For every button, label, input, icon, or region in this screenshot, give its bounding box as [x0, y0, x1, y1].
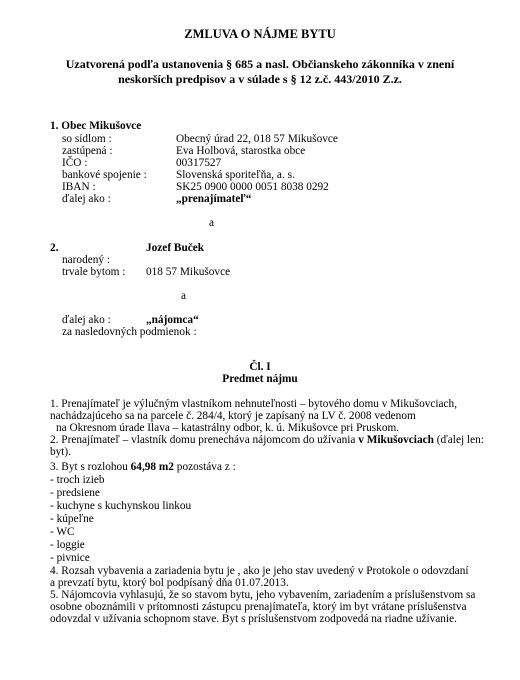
room-item: - pivnice: [50, 552, 90, 564]
party1-alias-label: ďalej ako :: [62, 193, 111, 205]
party1-heading: 1. Obec Mikušovce: [50, 120, 142, 132]
paragraph-4-line-2: a prevzatí bytu, ktorý bol podpísaný dňa 01.07.2013.: [50, 577, 289, 589]
party1-bank-value: Slovenská sporiteľňa, a. s.: [176, 169, 295, 181]
party1-represented-value: Eva Holbová, starostka obce: [176, 145, 306, 157]
party1-represented-label: zastúpená :: [62, 145, 113, 157]
article-number: Čl. I: [249, 361, 271, 373]
party2-number: 2.: [50, 242, 59, 254]
party2-alias-label: ďalej ako :: [62, 314, 111, 326]
connector-a-2: a: [181, 290, 187, 302]
paragraph-2-text-c: (ďalej len:: [433, 434, 484, 446]
paragraph-2-place: v Mikušovciach: [358, 434, 434, 446]
paragraph-5-line-1: 5. Nájomcovia vyhlasujú, že so stavom bytu, jeho vybavením, zariadením a príslušenstvom sa: [50, 589, 476, 601]
party1-iban-value: SK25 0900 0000 0051 8038 0292: [176, 181, 329, 193]
party2-born-label: narodený :: [62, 254, 110, 266]
party1-ico-value: 00317527: [176, 157, 222, 169]
paragraph-3-text-c: pozostáva z :: [173, 461, 236, 473]
paragraph-1-line-1: 1. Prenajímateľ je výlučným vlastníkom nehnuteľnosti – bytového domu v Mikušovciach,: [50, 398, 458, 410]
room-item: - loggie: [50, 539, 85, 551]
party1-bank-label: bankové spojenie :: [62, 169, 147, 181]
room-item: - predsiene: [50, 487, 100, 499]
subtitle-line-2: neskorších predpisov a v súlade s § 12 z.č. 443/2010 Z.z.: [118, 72, 402, 86]
party2-name: Jozef Buček: [146, 242, 205, 254]
room-item: - kuchyne s kuchynskou linkou: [50, 500, 192, 512]
party2-residence-label: trvale bytom :: [62, 266, 126, 278]
party1-iban-label: IBAN :: [62, 181, 96, 193]
paragraph-3-area: 64,98 m2: [130, 461, 174, 473]
paragraph-4-line-1: 4. Rozsah vybavenia a zariadenia bytu je , ako je jeho stav uvedený v Protokole o odovzdaní: [50, 565, 469, 577]
paragraph-5-line-2: osobne oboznámili v prítomnosti zástupcu prenajímateľa, ktorý im byt vrátane príslušenstva: [50, 601, 467, 613]
conditions-line: za nasledovných podmienok :: [62, 326, 197, 338]
party2-residence-value: 018 57 Mikušovce: [146, 266, 231, 278]
party1-alias-value: „prenajímateľ“: [176, 193, 252, 205]
paragraph-1-line-3: na Okresnom úrade Ilava – katastrálny odbor, k. ú. Mikušovce pri Pruskom.: [56, 422, 400, 434]
paragraph-2-text-a: 2. Prenajímateľ – vlastník domu prenecháva nájomcom do užívania: [50, 434, 359, 446]
paragraph-1-line-2: nachádzajúceho sa na parcele č. 284/4, ktorý je zapísaný na LV č. 2008 vedenom: [50, 410, 416, 422]
party2-alias-value: „nájomca“: [146, 314, 199, 326]
article-title: Predmet nájmu: [222, 373, 298, 385]
paragraph-3-text-a: 3. Byt s rozlohou: [50, 461, 131, 473]
paragraph-2-line-2: byt).: [50, 446, 72, 458]
connector-a-1: a: [209, 217, 215, 229]
paragraph-5-line-3: odovzdal v užívania schopnom stave. Byt s príslušenstvom zodpovedá na riadne užívanie.: [50, 613, 457, 625]
paragraph-2-line-1: [50, 434, 484, 447]
paragraph-3-line: [50, 461, 236, 474]
party1-ico-label: IČO :: [62, 157, 88, 169]
party1-seat-value: Obecný úrad 22, 018 57 Mikušovce: [176, 133, 338, 145]
party1-seat-label: so sídlom :: [62, 133, 112, 145]
room-item: - troch izieb: [50, 474, 105, 486]
room-item: - WC: [50, 526, 75, 538]
subtitle-line-1: Uzatvorená podľa ustanovenia § 685 a nasl. Občianskeho zákonníka v znení: [65, 57, 455, 71]
document-title: ZMLUVA O NÁJME BYTU: [184, 27, 336, 41]
room-item: - kúpeľne: [50, 513, 94, 525]
